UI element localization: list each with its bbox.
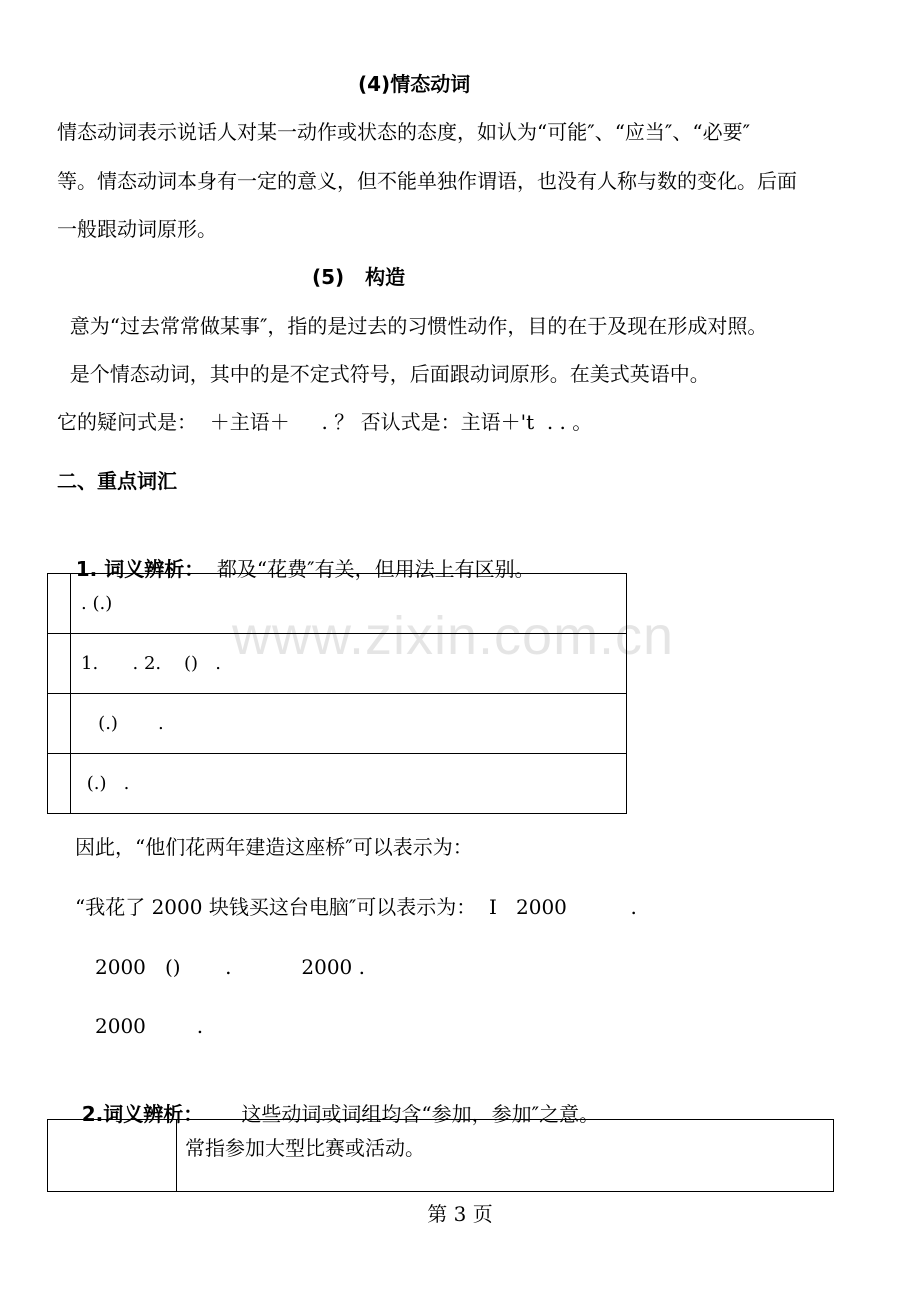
table-row — [48, 754, 627, 814]
table-cell: . (.) — [71, 574, 627, 634]
table-cell: 常指参加大型比赛或活动。 — [177, 1120, 834, 1192]
table-cell: (.) . — [71, 694, 627, 754]
paragraph-line: 是个情态动词，其中的是不定式符号，后面跟动词原形。在美式英语中。 — [57, 362, 710, 386]
section-4-title: (4)情态动词 — [358, 72, 471, 96]
paragraph-line: 意为“过去常常做某事″，指的是过去的习惯性动作，目的在于及现在形成对照。 — [57, 314, 768, 338]
table-cell — [48, 694, 71, 754]
paragraph-line: 等。情态动词本身有一定的意义，但不能单独作谓语，也没有人称与数的变化。后面 — [57, 169, 797, 193]
example-bridge: 因此，“他们花两年建造这座桥″可以表示为： — [75, 835, 473, 859]
table-cell — [48, 754, 71, 814]
table-cell — [48, 634, 71, 694]
watermark: www.zixin.com.cn — [232, 606, 675, 666]
item-2-text: 这些动词或词组均含“参加，参加″之意。 — [203, 1102, 600, 1126]
table-cell: (.) . — [71, 754, 627, 814]
example-line: 2000 . — [95, 1014, 204, 1038]
item-2-label: 2.词义辨析： — [81, 1102, 204, 1126]
paragraph-line: 它的疑问式是： ＋主语＋ . ？ 否认式是：主语＋'t . . 。 — [57, 410, 593, 434]
example-line: 2000 () . 2000 . — [95, 955, 365, 979]
table-row — [48, 694, 627, 754]
paragraph-line: 一般跟动词原形。 — [57, 217, 217, 241]
item-1-label: 1. 词义辨析： — [75, 557, 205, 581]
table-cell — [48, 574, 71, 634]
page-number: 第 3 页 — [427, 1202, 493, 1226]
item-1-text: 都及“花费″有关，但用法上有区别。 — [204, 557, 535, 581]
table-participate-usage — [47, 1119, 834, 1192]
paragraph-line: 情态动词表示说话人对某一动作或状态的态度，如认为“可能″、“应当″、“必要″ — [57, 120, 751, 144]
table-cell: 1. . 2. () . — [71, 634, 627, 694]
table-cell — [48, 1120, 177, 1192]
heading-key-vocabulary: 二、重点词汇 — [57, 469, 177, 493]
section-5-title: (5) 构造 — [312, 265, 406, 289]
table-row — [48, 1120, 834, 1192]
example-computer: “我花了 2000 块钱买这台电脑″可以表示为： I 2000 . — [75, 895, 637, 919]
